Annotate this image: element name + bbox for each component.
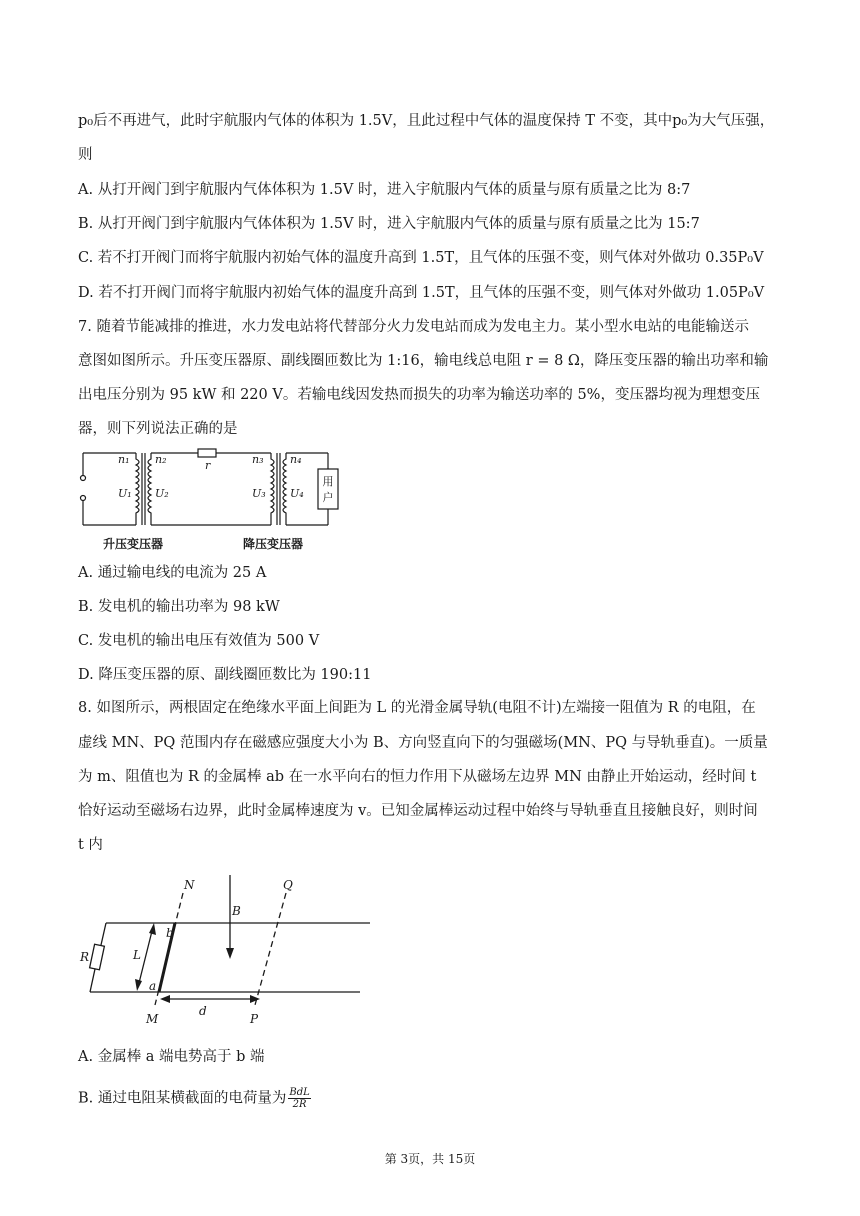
option-a: A. 从打开阀门到宇航服内气体体积为 1.5V 时，进入宇航服内气体的质量与原有质量之比为 8:7 <box>78 182 691 198</box>
label-n2: n₂ <box>155 453 167 466</box>
question-8-text: 虚线 MN、PQ 范围内存在磁感应强度大小为 B、方向竖直向下的匀强磁场(MN、PQ 与导轨垂直)。一质量 <box>78 735 768 751</box>
label-u2: U₂ <box>155 487 169 500</box>
label-Q: Q <box>283 878 293 892</box>
question-8-text: 8. 如图所示，两根固定在绝缘水平面上间距为 L 的光滑金属导轨(电阻不计)左端接一阻值为 R 的电阻，在 <box>78 700 756 716</box>
d-arrow-head-icon <box>160 995 170 1003</box>
label-M: M <box>146 1012 159 1026</box>
label-N: N <box>184 878 195 892</box>
question-8-text: 为 m、阻值也为 R 的金属棒 ab 在一水平向右的恒力作用下从磁场左边界 MN 由静止开始运动，经时间 t <box>78 769 757 785</box>
rail-magnetic-field-figure <box>78 875 378 1030</box>
option-c: C. 若不打开阀门而将宇航服内初始气体的温度升高到 1.5T，且气体的压强不变，则气体对外做功 0.35P₀V <box>78 250 764 266</box>
b-arrow-head-icon <box>226 948 234 959</box>
question-7-text: 意图如图所示。升压变压器原、副线圈匝数比为 1:16，输电线总电阻 r = 8 Ω，降压变压器的输出功率和输 <box>78 353 769 369</box>
question-7-text: 器，则下列说法正确的是 <box>78 421 238 437</box>
option-d: D. 降压变压器的原、副线圈匝数比为 190:11 <box>78 667 372 683</box>
l-arrow-head-icon <box>135 979 142 991</box>
option-b: B. 发电机的输出功率为 98 kW <box>78 599 280 615</box>
label-a: a <box>149 979 157 993</box>
question-8-text: t 内 <box>78 837 103 853</box>
load-label-top: 用 <box>322 475 334 488</box>
label-d: d <box>199 1004 207 1018</box>
label-u1: U₁ <box>118 487 132 500</box>
step-up-label: 升压变压器 <box>102 537 164 551</box>
resistor-r <box>198 449 216 457</box>
question-8-text: 恰好运动至磁场右边界，此时金属棒速度为 v。已知金属棒运动过程中始终与导轨垂直且接触良好，则时间 <box>78 803 758 819</box>
label-u4: U₄ <box>290 487 304 500</box>
option-d: D. 若不打开阀门而将宇航服内初始气体的温度升高到 1.5T，且气体的压强不变，则气体对外做功 1.05P₀V <box>78 285 765 301</box>
fraction <box>288 1087 310 1110</box>
label-b: b <box>166 926 174 940</box>
label-B: B <box>232 904 241 918</box>
option-b: B. 从打开阀门到宇航服内气体体积为 1.5V 时，进入宇航服内气体的质量与原有质量之比为 15:7 <box>78 216 700 232</box>
text-line: p₀后不再进气，此时宇航服内气体的体积为 1.5V，且此过程中气体的温度保持 T 不变，其中p₀为大气压强， <box>78 113 775 129</box>
resistor-R <box>90 944 105 970</box>
text-line: 则 <box>78 147 93 163</box>
label-n1: n₁ <box>118 453 130 466</box>
terminal-icon <box>81 496 86 501</box>
question-7-text: 7. 随着节能减排的推进，水力发电站将代替部分火力发电站而成为发电主力。某小型水电站的电能输送示 <box>78 319 749 335</box>
question-7-text: 出电压分别为 95 kW 和 220 V。若输电线因发热而损失的功率为输送功率的 5%，变压器均视为理想变压 <box>78 387 760 403</box>
label-n3: n₃ <box>252 453 264 466</box>
label-n4: n₄ <box>290 453 302 466</box>
step-down-label: 降压变压器 <box>242 537 304 551</box>
option-b-text: B. 通过电阻某横截面的电荷量为 <box>78 1090 287 1107</box>
d-arrow-head-icon <box>250 995 260 1003</box>
fraction-numerator: BdL <box>289 1087 310 1098</box>
option-b <box>78 1087 311 1110</box>
option-a: A. 金属棒 a 端电势高于 b 端 <box>78 1049 265 1065</box>
l-arrow-head-icon <box>149 923 156 935</box>
load-label-bottom: 户 <box>322 491 334 504</box>
option-a: A. 通过输电线的电流为 25 A <box>78 565 267 581</box>
label-L: L <box>133 948 141 962</box>
option-c: C. 发电机的输出电压有效值为 500 V <box>78 633 320 649</box>
fraction-denominator: 2R <box>292 1099 307 1110</box>
label-P: P <box>250 1012 259 1026</box>
page-footer: 第 3页，共 15页 <box>384 1152 476 1166</box>
label-u3: U₃ <box>252 487 266 500</box>
label-r: r <box>205 459 211 472</box>
label-R: R <box>80 950 90 964</box>
transformer-circuit-figure <box>78 445 348 555</box>
terminal-icon <box>81 476 86 481</box>
